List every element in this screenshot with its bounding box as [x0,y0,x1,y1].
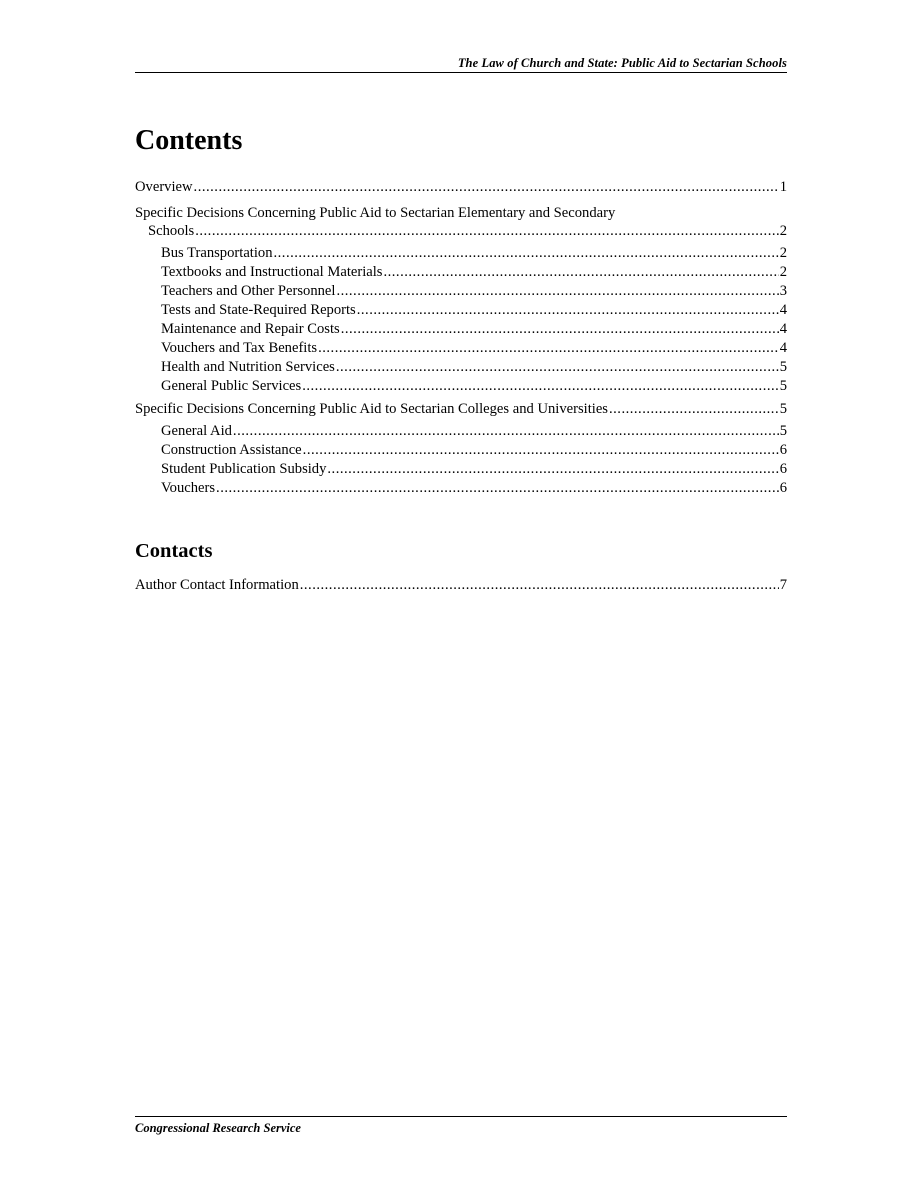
toc-entry-teachers[interactable] [161,282,787,300]
toc-entry-page: 6 [779,442,787,458]
toc-entry-page: 4 [779,321,787,337]
header-rule [135,72,787,73]
toc-leader-dots [302,377,778,395]
running-header: The Law of Church and State: Public Aid to Sectarian Schools [457,56,787,70]
running-footer: Congressional Research Service [135,1121,301,1135]
toc-entry-page: 6 [779,480,787,496]
toc-entry-label: General Public Services [161,378,302,394]
toc-entry-vouchers-tax[interactable] [161,339,787,357]
toc-entry-label: Bus Transportation [161,245,273,261]
toc-entry-page: 6 [779,461,787,477]
toc-entry-label: Maintenance and Repair Costs [161,321,340,337]
toc-entry-label: Overview [135,179,193,195]
toc-entry-tests[interactable] [161,301,787,319]
contacts-heading: Contacts [135,540,213,562]
toc-leader-dots [327,460,778,478]
toc-entry-page: 4 [779,302,787,318]
toc-entry-page: 2 [779,245,787,261]
toc-leader-dots [336,358,779,376]
toc-entry-colleges[interactable] [135,400,787,418]
toc-leader-dots [341,320,779,338]
toc-entry-page: 5 [779,401,787,417]
toc-entry-page: 7 [779,577,787,593]
toc-leader-dots [303,441,779,459]
contents-heading: Contents [135,125,243,156]
toc-entry-maintenance[interactable] [161,320,787,338]
toc-entry-page: 5 [779,423,787,439]
toc-entry-author-contact[interactable] [135,576,787,594]
toc-entry-bus-transportation[interactable] [161,244,787,262]
toc-entry-health[interactable] [161,358,787,376]
toc-entry-page: 5 [779,359,787,375]
toc-entry-page: 3 [779,283,787,299]
toc-leader-dots [216,479,779,497]
toc-entry-label: Author Contact Information [135,577,299,593]
toc-entry-construction[interactable] [161,441,787,459]
toc-leader-dots [300,576,779,594]
toc-entry-textbooks[interactable] [161,263,787,281]
toc-entry-label: Vouchers [161,480,216,496]
toc-leader-dots [195,222,778,240]
toc-entry-label: Tests and State-Required Reports [161,302,356,318]
toc-entry-student-publication[interactable] [161,460,787,478]
footer-rule [135,1116,787,1117]
toc-leader-dots [383,263,778,281]
toc-entry-label: Vouchers and Tax Benefits [161,340,318,356]
toc-leader-dots [357,301,779,319]
toc-entry-page: 5 [779,378,787,394]
toc-entry-label: Teachers and Other Personnel [161,283,336,299]
toc-entry-label: Student Publication Subsidy [161,461,327,477]
toc-entry-page: 2 [779,264,787,280]
toc-leader-dots [274,244,779,262]
toc-entry-label: General Aid [161,423,232,439]
toc-entry-elementary-secondary[interactable] [148,222,787,240]
toc-entry-page: 2 [779,223,787,239]
toc-leader-dots [233,422,779,440]
toc-entry-label: Schools [148,223,195,239]
toc-entry-elementary-line1[interactable]: Specific Decisions Concerning Public Aid to Sectarian Elementary and Secondary [135,205,616,221]
toc-entry-overview[interactable] [135,178,787,196]
toc-entry-vouchers[interactable] [161,479,787,497]
toc-entry-page: 4 [779,340,787,356]
toc-entry-page: 1 [779,179,787,195]
toc-entry-general-public[interactable] [161,377,787,395]
toc-leader-dots [194,178,779,196]
toc-entry-label: Textbooks and Instructional Materials [161,264,383,280]
toc-entry-label: Construction Assistance [161,442,302,458]
toc-leader-dots [318,339,779,357]
toc-entry-general-aid[interactable] [161,422,787,440]
toc-leader-dots [609,400,779,418]
toc-entry-label: Specific Decisions Concerning Public Aid to Sectarian Colleges and Universities [135,401,608,417]
toc-entry-label: Health and Nutrition Services [161,359,335,375]
toc-leader-dots [336,282,778,300]
